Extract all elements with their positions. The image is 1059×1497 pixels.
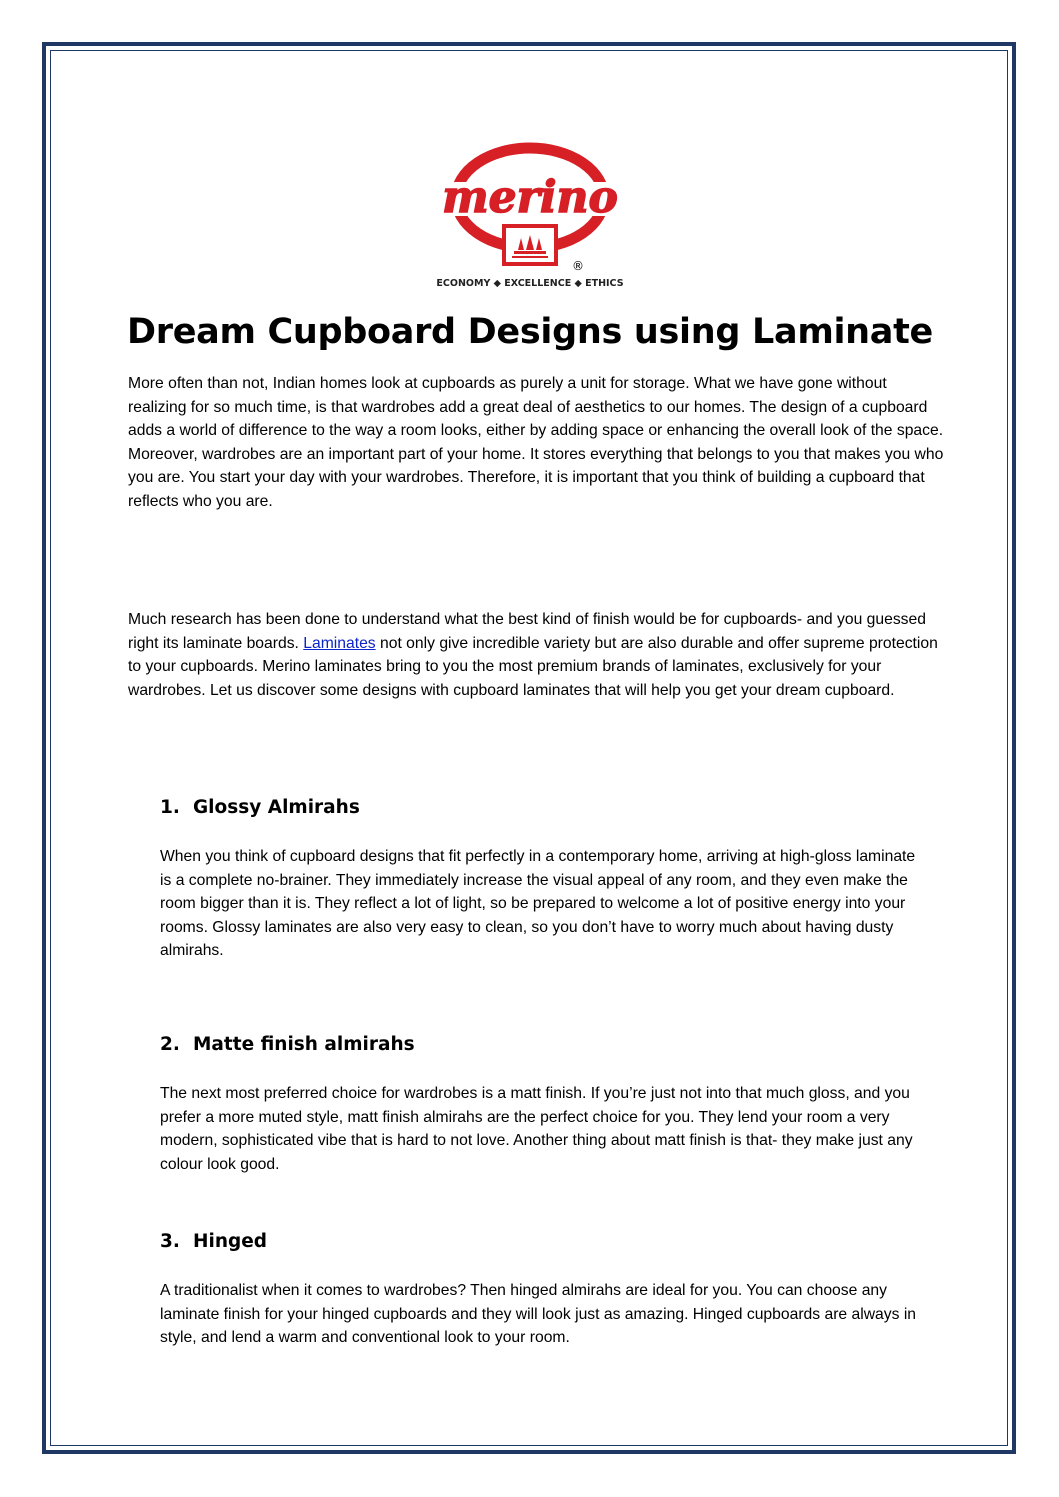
intro-paragraph: More often than not, Indian homes look at cupboards as purely a unit for storage. What we have gone without realizing for so much time, is that wardrobes add a great deal of aesthetics to our homes. The design of a cupboard adds a world of difference to the way a room looks, either by adding space or enhancing the overall look of the space. Moreover, wardrobes are an important part of your home. It stores everything that belongs to you that makes you who you are. You start your day with your wardrobes. Therefore, it is important that you think of building a cupboard that reflects who you are. xyxy=(128,375,944,510)
section-body-matte: The next most preferred choice for wardrobes is a matt finish. If you’re just not into that much gloss, and you prefer a more muted style, matt finish almirahs are the perfect choice for you. They lend your room a very modern, sophisticated vibe that is hard to not love. Another thing about matt finish is that- they make just any colour look good. xyxy=(160,1085,913,1173)
section-title: Hinged xyxy=(193,1231,268,1252)
section-body-glossy: When you think of cupboard designs that fit perfectly in a contemporary home, arriving at high-gloss laminate is a complete no-brainer. They immediately increase the visual appeal of any room, and they even make the room bigger than it is. They reflect a lot of light, so be prepared to welcome a lot of positive energy into your rooms. Glossy laminates are also very easy to clean, so you don’t have to worry much about having dusty almirahs. xyxy=(160,848,916,959)
section-body-hinged: A traditionalist when it comes to wardrobes? Then hinged almirahs are ideal for you. You can choose any laminate finish for your hinged cupboards and they will look just as amazing. Hinged cupboards are always in style, and lend a warm and conventional look to your room. xyxy=(160,1282,917,1346)
section-number: 2. xyxy=(160,1034,180,1055)
section-heading-glossy xyxy=(160,794,360,822)
research-text-after: not only give incredible variety but are also durable and offer supreme protection to your cupboards. Merino laminates bring to you the most premium brands of laminates, exclusively for your wardrobes. Let us discover some designs with cupboard laminates that will help you get your dream cupboard. xyxy=(128,634,938,699)
section-number: 1. xyxy=(160,797,180,818)
section-number: 3. xyxy=(160,1231,180,1252)
page-title: Dream Cupboard Designs using Laminate xyxy=(126,312,933,352)
registered-mark: ® xyxy=(572,259,584,273)
laminates-link[interactable]: Laminates xyxy=(303,634,376,652)
section-title: Matte finish almirahs xyxy=(193,1034,415,1055)
logo-wordmark: merino xyxy=(442,172,618,223)
brand-tagline: ECONOMY ◆ EXCELLENCE ◆ ETHICS xyxy=(436,278,624,289)
merino-logo xyxy=(420,142,640,292)
research-paragraph xyxy=(128,608,948,702)
section-heading-hinged xyxy=(160,1228,267,1256)
section-heading-matte xyxy=(160,1031,415,1059)
section-title: Glossy Almirahs xyxy=(193,797,360,818)
research-text-before: Much research has been done to understand what the best kind of finish would be for cupboards- and you guessed right its laminate boards. xyxy=(128,611,926,652)
